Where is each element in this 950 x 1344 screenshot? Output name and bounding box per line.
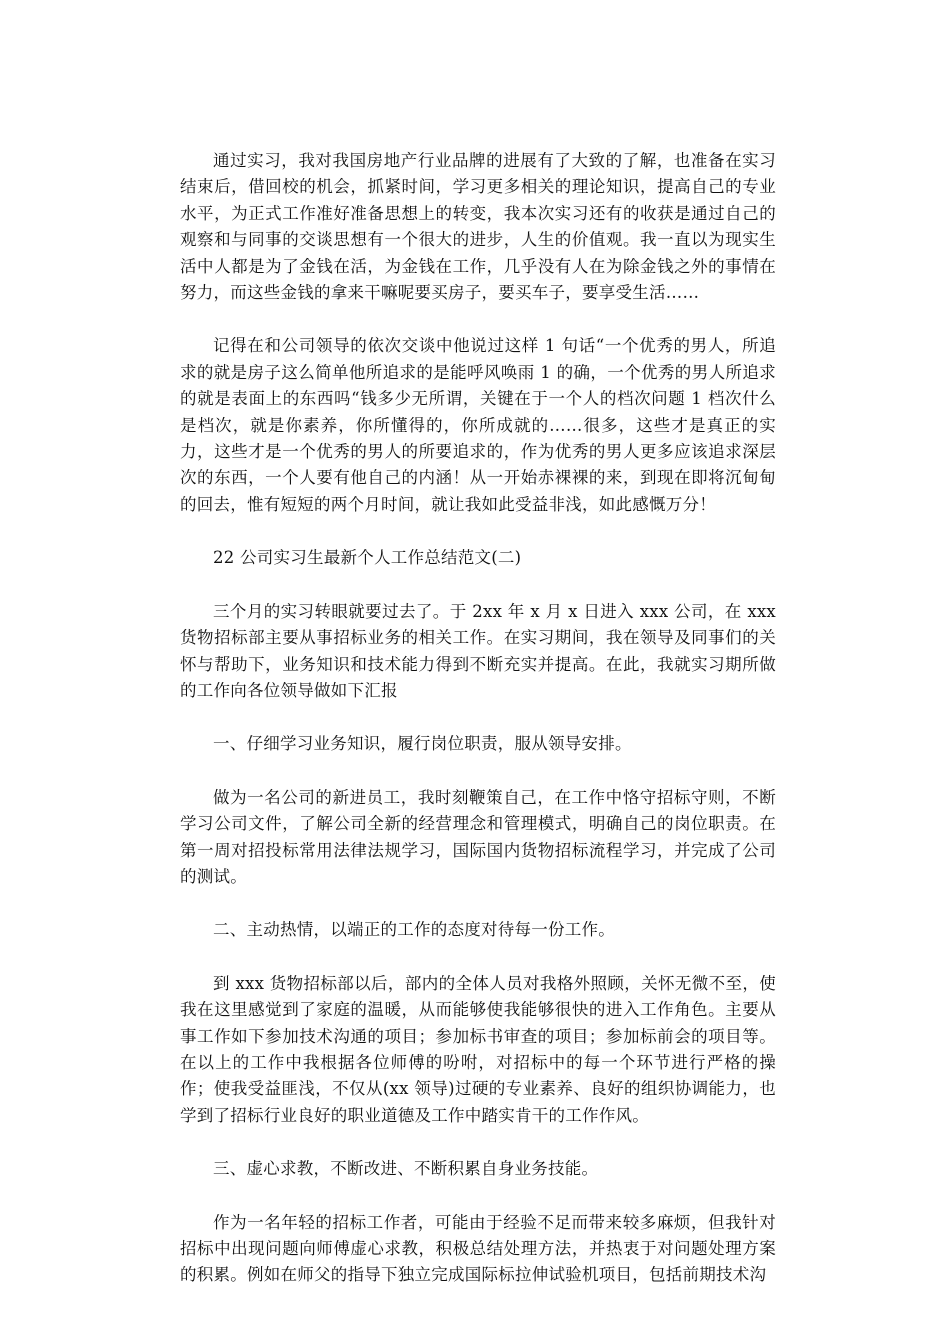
paragraph-5: 到 xxx 货物招标部以后，部内的全体人员对我格外照顾，关怀无微不至，使我在这里感觉到了家庭的温暖，从而能够使我能够很快的进入工作角色。主要从事工作如下参加技术沟通的项目；参加标书审查的项目；参加标前会的项目等。在以上的工作中我根据各位师傅的吩咐，对招标中的每一个环节进行严格的操作；使我受益匪浅，不仅从(xx 领导)过硬的专业素养、良好的组织协调能力，也学到了招标行业良好的职业道德及工作中踏实肯干的工作作风。 [180, 973, 776, 1125]
paragraph-6: 作为一名年轻的招标工作者，可能由于经验不足而带来较多麻烦，但我针对招标中出现问题向师傅虚心求教，积极总结处理方法，并热衷于对问题处理方案的积累。例如在师父的指导下独立完成国际标拉伸试验机项目，包括前期技术沟 [180, 1212, 776, 1285]
paragraph-2: 记得在和公司领导的依次交谈中他说过这样 1 句话“一个优秀的男人，所追求的就是房子这么简单他所追求的是能呼风唤雨 1 的确，一个优秀的男人所追求的就是表面上的东西吗“钱多少无所谓，关键在于一个人的档次问题 1 档次什么是档次，就是你素养，你所懂得的，你所成就的……很多，这些才是真正的实力，这些才是一个优秀的男人的所要追求的，作为优秀的男人更多应该追求深层次的东西，一个人要有他自己的内涵！从一开始赤裸裸的来，到现在即将沉甸甸的回去，惟有短短的两个月时间，就让我如此受益非浅，如此感慨万分！ [180, 336, 776, 514]
subheading-1: 一、仔细学习业务知识，履行岗位职责，服从领导安排。 [213, 734, 632, 754]
paragraph-gap [180, 704, 776, 731]
section-title: 22 公司实习生最新个人工作总结范文(二) [213, 548, 522, 568]
paragraph-gap [180, 890, 776, 917]
paragraph-3: 三个月的实习转眼就要过去了。于 2xx 年 x 月 x 日进入 xxx 公司，在 xxx 货物招标部主要从事招标业务的相关工作。在实习期间，我在领导及同事们的关怀与帮助下，业务知识和技术能力得到不断充实并提高。在此，我就实习期所做的工作向各位领导做如下汇报 [180, 601, 776, 700]
paragraph-gap [180, 572, 776, 599]
subheading-2: 二、主动热情，以端正的工作的态度对待每一份工作。 [213, 920, 615, 940]
subheading-3: 三、虚心求教，不断改进、不断积累自身业务技能。 [213, 1159, 599, 1179]
paragraph-4: 做为一名公司的新进员工，我时刻鞭策自己，在工作中恪守招标守则，不断学习公司文件，了解公司全新的经营理念和管理模式，明确自己的岗位职责。在第一周对招投标常用法律法规学习，国际国内货物招标流程学习，并完成了公司的测试。 [180, 787, 776, 886]
paragraph-gap [180, 1129, 776, 1156]
paragraph-gap [180, 518, 776, 545]
paragraph-gap [180, 944, 776, 971]
paragraph-gap [180, 1183, 776, 1210]
paragraph-1: 通过实习，我对我国房地产行业品牌的进展有了大致的了解，也准备在实习结束后，借回校的机会，抓紧时间，学习更多相关的理论知识，提高自己的专业水平，为正式工作准好准备思想上的转变，我本次实习还有的收获是通过自己的观察和与同事的交谈思想有一个很大的进步，人生的价值观。我一直以为现实生活中人都是为了金钱在活，为金钱在工作，几乎没有人在为除金钱之外的事情在努力，而这些金钱的拿来干嘛呢要买房子，要买车子，要享受生活…… [180, 151, 776, 303]
paragraph-gap [180, 306, 776, 333]
document-body [180, 148, 776, 1289]
paragraph-gap [180, 758, 776, 785]
